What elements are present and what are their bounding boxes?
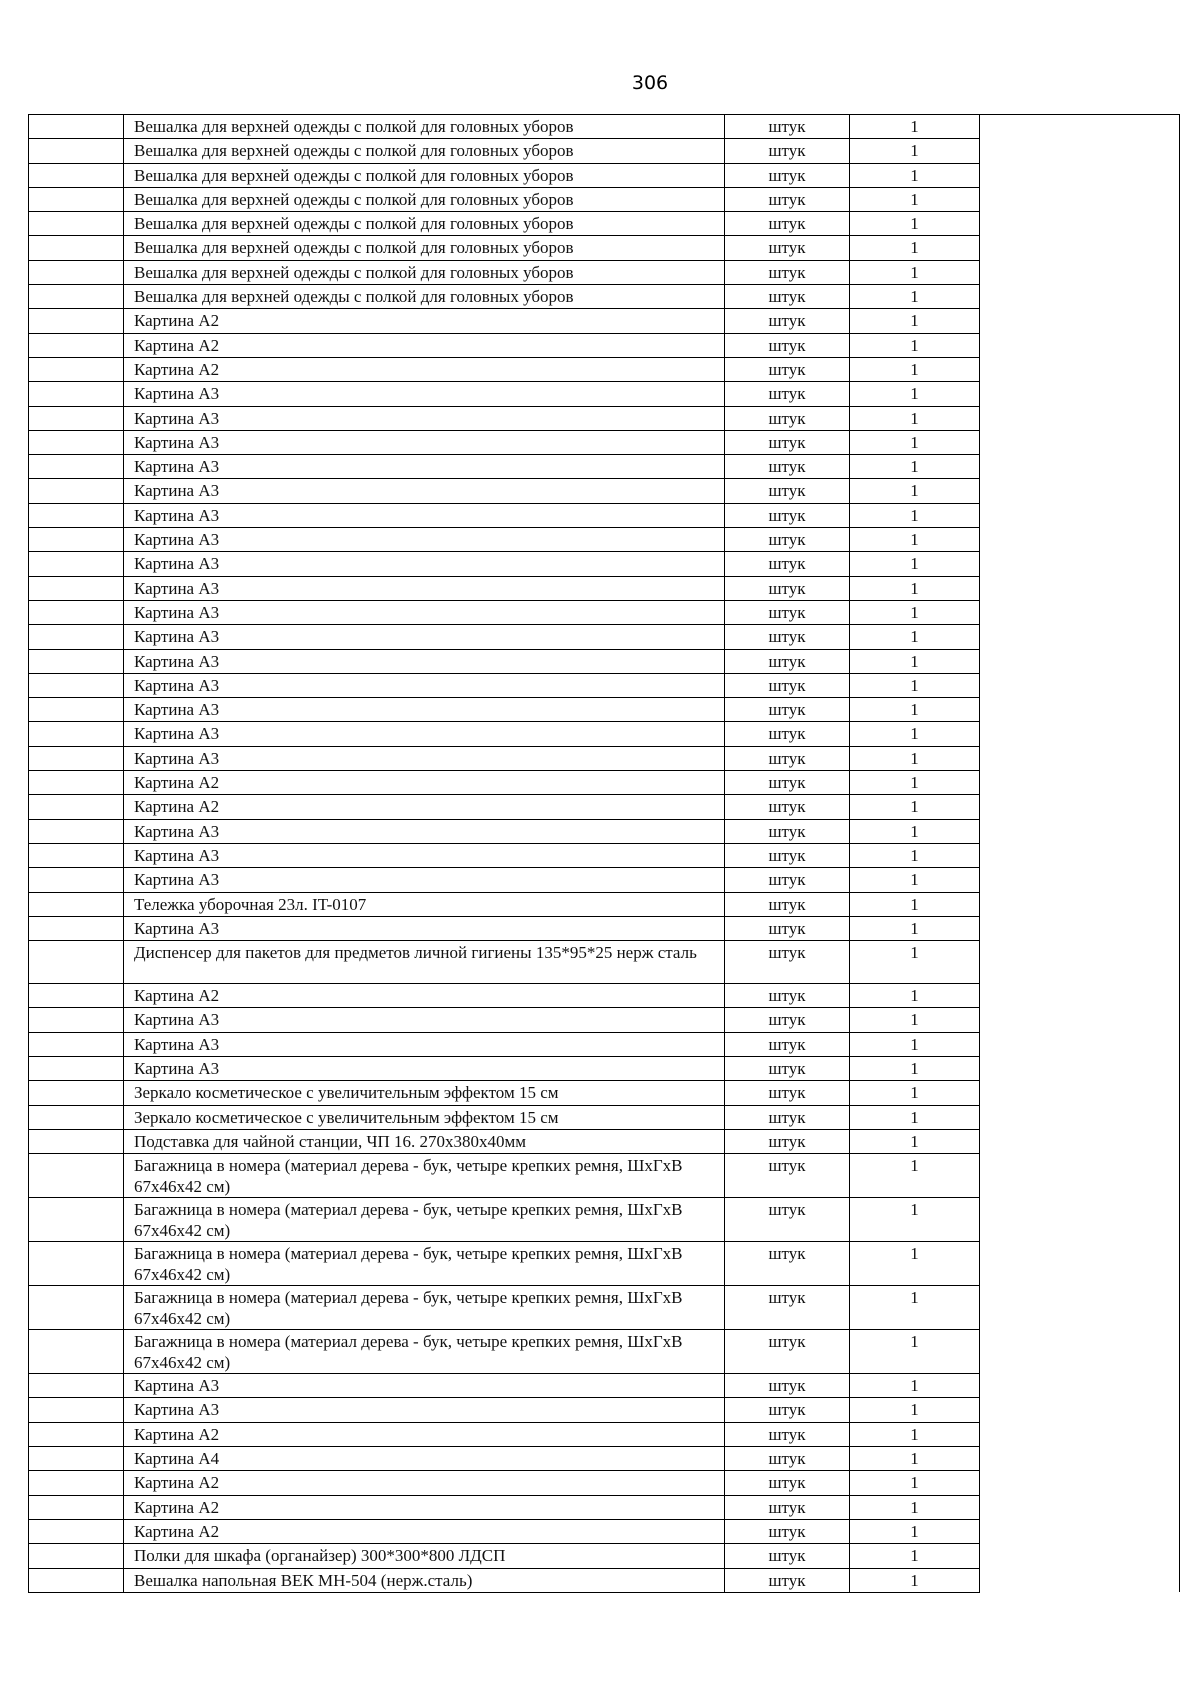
item-name: Картина А2 [134,1521,220,1541]
unit-cell: штук [725,139,850,163]
item-name: Вешалка для верхней одежды с полкой для головных уборов [134,238,574,258]
quantity-cell: 1 [850,1105,980,1129]
item-name: Картина А3 [134,724,220,744]
quantity-cell: 1 [850,357,980,381]
row-index-cell [29,552,124,576]
row-index-cell [29,1105,124,1129]
unit-cell: штук [725,1519,850,1543]
row-index-cell [29,406,124,430]
quantity-cell: 1 [850,406,980,430]
quantity-cell: 1 [850,187,980,211]
unit-cell: штук [725,552,850,576]
item-name-cell [124,1198,725,1242]
unit-cell: штук [725,892,850,916]
item-name-cell [124,479,725,503]
quantity-cell: 1 [850,1286,980,1330]
item-name: Вешалка для верхней одежды с полкой для головных уборов [134,287,574,307]
item-name: Картина А3 [134,821,220,841]
item-name: Картина А2 [134,773,220,793]
quantity-cell: 1 [850,649,980,673]
item-name: Картина А3 [134,554,220,574]
unit-cell: штук [725,795,850,819]
item-name: Картина А3 [134,1034,220,1054]
item-name: Картина А2 [134,797,220,817]
row-index-cell [29,984,124,1008]
row-index-cell [29,1081,124,1105]
row-index-cell [29,1544,124,1568]
row-index-cell [29,698,124,722]
quantity-cell: 1 [850,1471,980,1495]
item-name-cell [124,1286,725,1330]
item-name-cell [124,625,725,649]
unit-cell: штук [725,115,850,139]
row-index-cell [29,357,124,381]
unit-cell: штук [725,673,850,697]
item-name: Багажница в номера (материал дерева - бук, четыре крепких ремня, ШхГхВ 67х46х42 см) [134,1244,683,1285]
item-name: Картина А3 [134,845,220,865]
item-name-cell [124,576,725,600]
item-name: Картина А3 [134,918,220,938]
quantity-cell: 1 [850,916,980,940]
item-name-cell [124,1242,725,1286]
item-name: Картина А2 [134,1473,220,1493]
quantity-cell: 1 [850,673,980,697]
quantity-cell: 1 [850,1242,980,1286]
item-name: Картина А2 [134,986,220,1006]
unit-cell: штук [725,503,850,527]
note-cell [980,115,1180,1593]
unit-cell: штук [725,1056,850,1080]
quantity-cell: 1 [850,309,980,333]
item-name: Тележка уборочная 23л. IT-0107 [134,894,367,914]
unit-cell: штук [725,916,850,940]
quantity-cell: 1 [850,746,980,770]
item-name-cell [124,430,725,454]
quantity-cell: 1 [850,163,980,187]
item-name: Вешалка для верхней одежды с полкой для головных уборов [134,117,574,136]
item-name-cell [124,795,725,819]
unit-cell: штук [725,1081,850,1105]
row-index-cell [29,1008,124,1032]
row-index-cell [29,795,124,819]
row-index-cell [29,260,124,284]
item-name: Багажница в номера (материал дерева - бук, четыре крепких ремня, ШхГхВ 67х46х42 см) [134,1200,683,1241]
unit-cell: штук [725,1330,850,1374]
row-index-cell [29,819,124,843]
unit-cell: штук [725,649,850,673]
unit-cell: штук [725,333,850,357]
unit-cell: штук [725,868,850,892]
quantity-cell: 1 [850,1081,980,1105]
unit-cell: штук [725,1374,850,1398]
row-index-cell [29,1471,124,1495]
quantity-cell: 1 [850,430,980,454]
page-number: 306 [631,72,669,94]
item-name-cell [124,333,725,357]
quantity-cell: 1 [850,1398,980,1422]
item-name-cell [124,1330,725,1374]
quantity-cell: 1 [850,600,980,624]
unit-cell: штук [725,819,850,843]
row-index-cell [29,625,124,649]
item-name-cell [124,771,725,795]
inventory-table [28,114,1180,1593]
quantity-cell: 1 [850,236,980,260]
item-name: Картина А3 [134,384,220,404]
item-name-cell [124,1081,725,1105]
item-name: Картина А3 [134,602,220,622]
item-name: Картина А4 [134,1449,220,1469]
item-name: Картина А2 [134,335,220,355]
item-name-cell [124,1398,725,1422]
unit-cell: штук [725,1008,850,1032]
unit-cell: штук [725,1286,850,1330]
item-name-cell [124,139,725,163]
unit-cell: штук [725,1447,850,1471]
quantity-cell: 1 [850,892,980,916]
item-name: Картина А3 [134,1058,220,1078]
item-name-cell [124,1422,725,1446]
row-index-cell [29,309,124,333]
item-name: Картина А3 [134,870,220,890]
item-name-cell [124,115,725,139]
quantity-cell: 1 [850,1032,980,1056]
unit-cell: штук [725,576,850,600]
row-index-cell [29,1447,124,1471]
row-index-cell [29,649,124,673]
item-name-cell [124,212,725,236]
unit-cell: штук [725,528,850,552]
row-index-cell [29,187,124,211]
item-name: Багажница в номера (материал дерева - бук, четыре крепких ремня, ШхГхВ 67х46х42 см) [134,1156,683,1197]
item-name-cell [124,503,725,527]
item-name-cell [124,916,725,940]
quantity-cell: 1 [850,941,980,984]
row-index-cell [29,455,124,479]
row-index-cell [29,1568,124,1592]
row-index-cell [29,1154,124,1198]
unit-cell: штук [725,1198,850,1242]
item-name: Вешалка для верхней одежды с полкой для головных уборов [134,189,574,209]
row-index-cell [29,892,124,916]
item-name: Картина А2 [134,359,220,379]
unit-cell: штук [725,984,850,1008]
item-name-cell [124,984,725,1008]
item-name-cell [124,406,725,430]
unit-cell: штук [725,260,850,284]
row-index-cell [29,916,124,940]
item-name: Картина А3 [134,1376,220,1396]
item-name-cell [124,1568,725,1592]
item-name: Картина А3 [134,700,220,720]
item-name: Диспенсер для пакетов для предметов личной гигиены 135*95*25 нерж сталь [134,943,697,963]
item-name: Картина А3 [134,1010,220,1030]
unit-cell: штук [725,1105,850,1129]
unit-cell: штук [725,163,850,187]
item-name: Картина А3 [134,408,220,428]
quantity-cell: 1 [850,722,980,746]
item-name: Картина А2 [134,311,220,331]
item-name-cell [124,382,725,406]
unit-cell: штук [725,187,850,211]
quantity-cell: 1 [850,285,980,309]
quantity-cell: 1 [850,843,980,867]
item-name-cell [124,722,725,746]
row-index-cell [29,843,124,867]
quantity-cell: 1 [850,1154,980,1198]
row-index-cell [29,1330,124,1374]
item-name-cell [124,1374,725,1398]
row-index-cell [29,941,124,984]
quantity-cell: 1 [850,1544,980,1568]
item-name-cell [124,1032,725,1056]
quantity-cell: 1 [850,576,980,600]
unit-cell: штук [725,1129,850,1153]
row-index-cell [29,139,124,163]
row-index-cell [29,1032,124,1056]
row-index-cell [29,236,124,260]
row-index-cell [29,382,124,406]
row-index-cell [29,868,124,892]
unit-cell: штук [725,406,850,430]
unit-cell: штук [725,285,850,309]
item-name: Багажница в номера (материал дерева - бук, четыре крепких ремня, ШхГхВ 67х46х42 см) [134,1288,683,1329]
unit-cell: штук [725,212,850,236]
unit-cell: штук [725,1471,850,1495]
quantity-cell: 1 [850,1447,980,1471]
item-name: Картина А3 [134,748,220,768]
row-index-cell [29,722,124,746]
quantity-cell: 1 [850,382,980,406]
item-name-cell [124,357,725,381]
quantity-cell: 1 [850,868,980,892]
unit-cell: штук [725,722,850,746]
item-name: Картина А2 [134,1424,220,1444]
row-index-cell [29,1422,124,1446]
item-name: Вешалка для верхней одежды с полкой для головных уборов [134,214,574,234]
unit-cell: штук [725,698,850,722]
unit-cell: штук [725,1568,850,1592]
item-name: Картина А3 [134,457,220,477]
item-name-cell [124,552,725,576]
quantity-cell: 1 [850,1568,980,1592]
quantity-cell: 1 [850,771,980,795]
item-name-cell [124,163,725,187]
item-name-cell [124,673,725,697]
unit-cell: штук [725,1398,850,1422]
item-name-cell [124,260,725,284]
quantity-cell: 1 [850,1519,980,1543]
item-name: Полки для шкафа (органайзер) 300*300*800 ЛДСП [134,1546,506,1566]
row-index-cell [29,576,124,600]
unit-cell: штук [725,941,850,984]
unit-cell: штук [725,600,850,624]
row-index-cell [29,1056,124,1080]
quantity-cell: 1 [850,1374,980,1398]
quantity-cell: 1 [850,260,980,284]
unit-cell: штук [725,309,850,333]
row-index-cell [29,115,124,139]
item-name: Подставка для чайной станции, ЧП 16. 270х380х40мм [134,1131,527,1151]
quantity-cell: 1 [850,503,980,527]
unit-cell: штук [725,455,850,479]
quantity-cell: 1 [850,552,980,576]
item-name-cell [124,819,725,843]
unit-cell: штук [725,1242,850,1286]
row-index-cell [29,771,124,795]
item-name: Картина А3 [134,627,220,647]
item-name-cell [124,698,725,722]
row-index-cell [29,479,124,503]
item-name-cell [124,600,725,624]
item-name-cell [124,1154,725,1198]
quantity-cell: 1 [850,795,980,819]
row-index-cell [29,1198,124,1242]
quantity-cell: 1 [850,212,980,236]
table-row [29,115,1180,139]
row-index-cell [29,600,124,624]
item-name: Вешалка для верхней одежды с полкой для головных уборов [134,262,574,282]
unit-cell: штук [725,746,850,770]
quantity-cell: 1 [850,1422,980,1446]
item-name: Картина А3 [134,578,220,598]
quantity-cell: 1 [850,479,980,503]
row-index-cell [29,163,124,187]
item-name-cell [124,649,725,673]
quantity-cell: 1 [850,1495,980,1519]
row-index-cell [29,1129,124,1153]
quantity-cell: 1 [850,528,980,552]
unit-cell: штук [725,1544,850,1568]
quantity-cell: 1 [850,819,980,843]
unit-cell: штук [725,357,850,381]
item-name: Вешалка для верхней одежды с полкой для головных уборов [134,165,574,185]
unit-cell: штук [725,1032,850,1056]
quantity-cell: 1 [850,455,980,479]
row-index-cell [29,212,124,236]
unit-cell: штук [725,1495,850,1519]
quantity-cell: 1 [850,984,980,1008]
unit-cell: штук [725,625,850,649]
item-name: Зеркало косметическое с увеличительным эффектом 15 см [134,1107,559,1127]
row-index-cell [29,333,124,357]
item-name-cell [124,746,725,770]
item-name-cell [124,1105,725,1129]
row-index-cell [29,673,124,697]
item-name-cell [124,1129,725,1153]
item-name-cell [124,1447,725,1471]
item-name-cell [124,187,725,211]
quantity-cell: 1 [850,115,980,139]
item-name: Картина А2 [134,1497,220,1517]
item-name: Картина А3 [134,675,220,695]
quantity-cell: 1 [850,1330,980,1374]
item-name-cell [124,1008,725,1032]
item-name-cell [124,868,725,892]
item-name-cell [124,892,725,916]
row-index-cell [29,1495,124,1519]
unit-cell: штук [725,843,850,867]
row-index-cell [29,746,124,770]
item-name: Вешалка для верхней одежды с полкой для головных уборов [134,141,574,161]
row-index-cell [29,528,124,552]
item-name-cell [124,1495,725,1519]
item-name: Вешалка напольная ВЕК МН-504 (нерж.сталь) [134,1570,473,1590]
item-name: Багажница в номера (материал дерева - бук, четыре крепких ремня, ШхГхВ 67х46х42 см) [134,1332,683,1373]
row-index-cell [29,1374,124,1398]
row-index-cell [29,1398,124,1422]
item-name: Картина А3 [134,1400,220,1420]
item-name: Картина А3 [134,530,220,550]
row-index-cell [29,1286,124,1330]
item-name-cell [124,1056,725,1080]
item-name-cell [124,309,725,333]
quantity-cell: 1 [850,1198,980,1242]
unit-cell: штук [725,236,850,260]
item-name-cell [124,1471,725,1495]
unit-cell: штук [725,382,850,406]
item-name: Картина А3 [134,505,220,525]
quantity-cell: 1 [850,1008,980,1032]
quantity-cell: 1 [850,1056,980,1080]
item-name-cell [124,236,725,260]
quantity-cell: 1 [850,698,980,722]
quantity-cell: 1 [850,625,980,649]
item-name: Картина А3 [134,481,220,501]
item-name-cell [124,1544,725,1568]
row-index-cell [29,285,124,309]
quantity-cell: 1 [850,139,980,163]
unit-cell: штук [725,479,850,503]
row-index-cell [29,1242,124,1286]
unit-cell: штук [725,771,850,795]
row-index-cell [29,430,124,454]
unit-cell: штук [725,1154,850,1198]
unit-cell: штук [725,430,850,454]
row-index-cell [29,1519,124,1543]
item-name-cell [124,843,725,867]
quantity-cell: 1 [850,333,980,357]
item-name-cell [124,941,725,984]
item-name-cell [124,455,725,479]
item-name-cell [124,1519,725,1543]
inventory-table-body [29,115,1180,1593]
item-name: Зеркало косметическое с увеличительным эффектом 15 см [134,1083,559,1103]
item-name-cell [124,285,725,309]
item-name: Картина А3 [134,432,220,452]
item-name: Картина А3 [134,651,220,671]
quantity-cell: 1 [850,1129,980,1153]
row-index-cell [29,503,124,527]
unit-cell: штук [725,1422,850,1446]
item-name-cell [124,528,725,552]
